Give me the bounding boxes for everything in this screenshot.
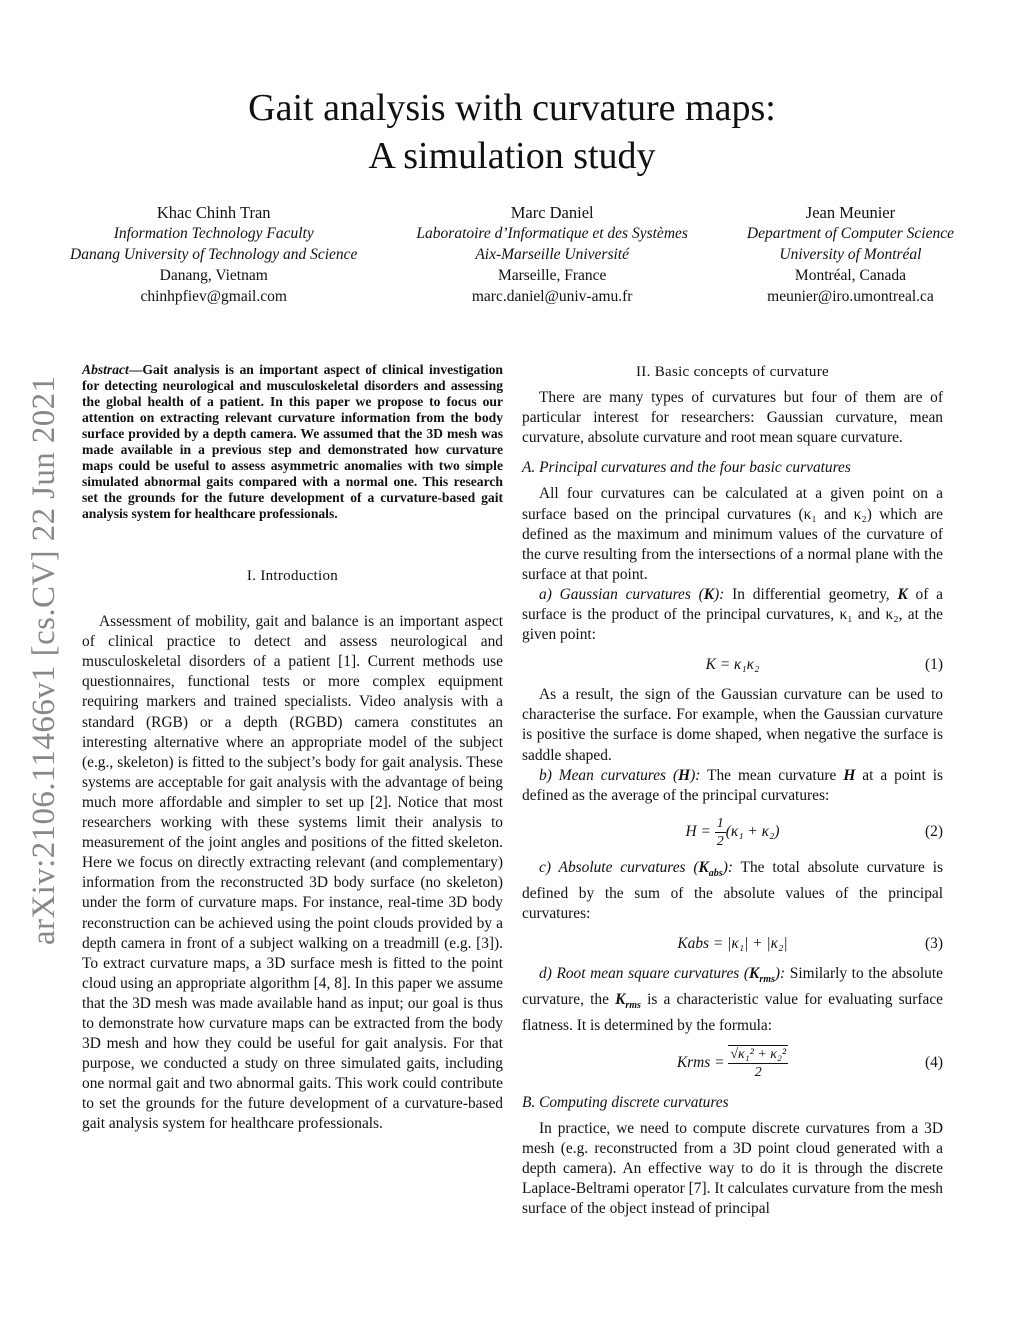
author-name: Khac Chinh Tran	[156, 203, 271, 222]
title-line-1: Gait analysis with curvature maps:	[248, 87, 776, 129]
left-column	[82, 362, 503, 1135]
author-1	[70, 202, 357, 307]
author-name: Marc Daniel	[510, 203, 594, 222]
equation-body: K = κ₁κ₂	[705, 656, 760, 674]
absolute-paragraph: c) Absolute curvatures $(K_{abs})$: The total absolute curvature is defined by the sum of the absolute values of the principal curvatures:	[522, 858, 943, 923]
arxiv-identifier[interactable]: arXiv:2106.11466v1 [cs.CV] 22 Jun 2021	[26, 375, 62, 945]
equation-number: (2)	[925, 822, 943, 840]
abstract-label: Abstract	[82, 362, 129, 377]
title-line-2: A simulation study	[368, 135, 656, 177]
author-affiliation: Information Technology Faculty	[113, 225, 314, 242]
abstract-text: —Gait analysis is an important aspect of clinical investigation for detecting neurological and musculoskeletal disorders and assessing the global health of a patient. In this paper we propose to focus our attention on extracting relevant curvature information from the body surface provided by a depth camera. We assumed that the 3D mesh was made available in a previous step and demonstrated how curvature maps could be useful to assess asymmetric anomalies with two simple simulated abnormal gaits compared with a normal one. This research set the grounds for the future development of a curvature-based gait analysis system for healthcare professionals.	[82, 362, 503, 521]
equation-number: (3)	[925, 935, 943, 953]
right-column	[522, 362, 943, 1219]
author-email[interactable]: chinhpfiev@gmail.com	[140, 288, 287, 305]
section-heading-basic-concepts: II. Basic concepts of curvature	[636, 364, 829, 380]
paper-title	[0, 84, 1024, 180]
equation-number: (4)	[925, 1053, 943, 1071]
rms-heading: d) Root mean square curvatures $(K_{rms})$:	[539, 965, 786, 986]
rms-paragraph: d) Root mean square curvatures $(K_{rms})$: Similarly to the absolute curvature, the $K_{rms}$ is a characteristic value for evaluating surface flatness. It is determined by the formula:	[522, 965, 943, 1035]
abstract	[82, 362, 503, 522]
gaussian-paragraph: a) Gaussian curvatures (K): In differential geometry, K of a surface is the product of the principal curvatures, κ₁ and κ₂, at the given point:	[522, 585, 943, 644]
introduction-text: Assessment of mobility, gait and balance is an important aspect of clinical practice to detect and assess neurological and musculoskeletal disorders of a patient [1]. Current methods use questionnaires, functional tests or more complex equipment requiring markers and trained specialists. Video analysis with a standard (RGB) or a depth (RGBD) camera constitutes an interesting alternative where an appropriate model of the subject (e.g., skeleton) is fitted to the subject’s body for gait analysis. These systems are acceptable for gait analysis with the advantage of being much more affordable and simpler to set up [2]. Notice that most researchers working with these systems limit their analysis to measurement of the joint angles and positions of the fitted skeleton. Here we focus on directly extracting relevant (and complementary) information from the reconstructed 3D body surface (no skeleton) under the form of curvature maps. For instance, real-time 3D body reconstruction can be achieved using the point clouds provided by a depth camera in front of a subject walking on a treadmill (e.g. [3]). To extract curvature maps, a 3D surface mesh is fitted to the point cloud using an appropriate algorithm [4, 8]. In this paper we assume that the 3D mesh was made available hand as input; our goal is thus to demonstrate how curvature maps can be extracted from the body 3D mesh and how they could be useful for gait analysis. For that purpose, we conducted a study on three simulated gaits, including one normal gait and two abnormal gaits. This work could contribute to set the grounds for the future development of a curvature-based gait analysis system for healthcare professionals.	[82, 613, 503, 1133]
author-3	[747, 202, 954, 307]
subsection-heading-b: B. Computing discrete curvatures	[522, 1093, 729, 1111]
mean-heading: b) Mean curvatures (H):	[539, 766, 701, 784]
equation-4: Krms = $\frac{\text{√κ₁² + κ₂²}}{2}$ (4)	[522, 1043, 943, 1083]
absolute-heading: c) Absolute curvatures $(K_{abs})$:	[539, 858, 733, 879]
equation-2: H = $\frac{1}{2}$ (κ₁ + κ₂) (2)	[522, 812, 943, 852]
author-institution: Danang University of Technology and Science	[70, 246, 358, 263]
author-city: Montréal, Canada	[794, 267, 906, 284]
author-city: Danang, Vietnam	[159, 267, 268, 284]
fraction: $\frac{1}{2}$	[716, 815, 724, 849]
author-2	[416, 202, 688, 307]
author-institution: University of Montréal	[779, 246, 922, 263]
author-institution: Aix-Marseille Université	[475, 246, 629, 263]
subsection-b-text: In practice, we need to compute discrete curvatures from a 3D mesh (e.g. reconstructed from a 3D point cloud generated with a depth camera). An effective way to do it is through the discrete Laplace-Beltrami operator [7]. It calculates curvature from the mesh surface of the object instead of principal	[522, 1119, 943, 1218]
equation-1	[522, 651, 943, 679]
author-email[interactable]: meunier@iro.umontreal.ca	[767, 288, 934, 305]
section-heading-introduction: I. Introduction	[246, 568, 339, 584]
equation-number: (1)	[925, 656, 943, 674]
author-name: Jean Meunier	[805, 203, 896, 222]
equation-3	[522, 930, 943, 958]
gaussian-heading: a) Gaussian curvatures (K):	[539, 585, 725, 603]
section2-intro: There are many types of curvatures but four of them are of particular interest for researchers: Gaussian curvature, mean curvature, absolute curvature and root mean square curvature.	[522, 389, 943, 447]
mean-paragraph: b) Mean curvatures (H): The mean curvature H at a point is defined as the average of the principal curvatures:	[522, 766, 943, 804]
gaussian-followup: As a result, the sign of the Gaussian curvature can be used to characterise the surface. For example, when the Gaussian curvature is positive the surface is dome shaped, when negative the surface is saddle shaped.	[522, 686, 943, 764]
author-city: Marseille, France	[497, 267, 607, 284]
fraction: $\frac{\text{√κ₁² + κ₂²}}{2}$	[730, 1047, 787, 1081]
author-email[interactable]: marc.daniel@univ-amu.fr	[471, 288, 633, 305]
author-affiliation: Department of Computer Science	[746, 225, 954, 242]
author-block	[70, 202, 954, 307]
subsection-a-text: All four curvatures can be calculated at a given point on a surface based on the principal curvatures (κ₁ and κ₂) which are defined as the maximum and minimum values of the curvature of the curve resulting from the intersections of a normal plane with the surface at that point.	[522, 485, 943, 583]
author-affiliation: Laboratoire d’Informatique et des Systèmes	[416, 225, 688, 242]
subsection-heading-a: A. Principal curvatures and the four basic curvatures	[522, 459, 851, 477]
equation-body: Kabs = |κ₁| + |κ₂|	[677, 935, 788, 953]
